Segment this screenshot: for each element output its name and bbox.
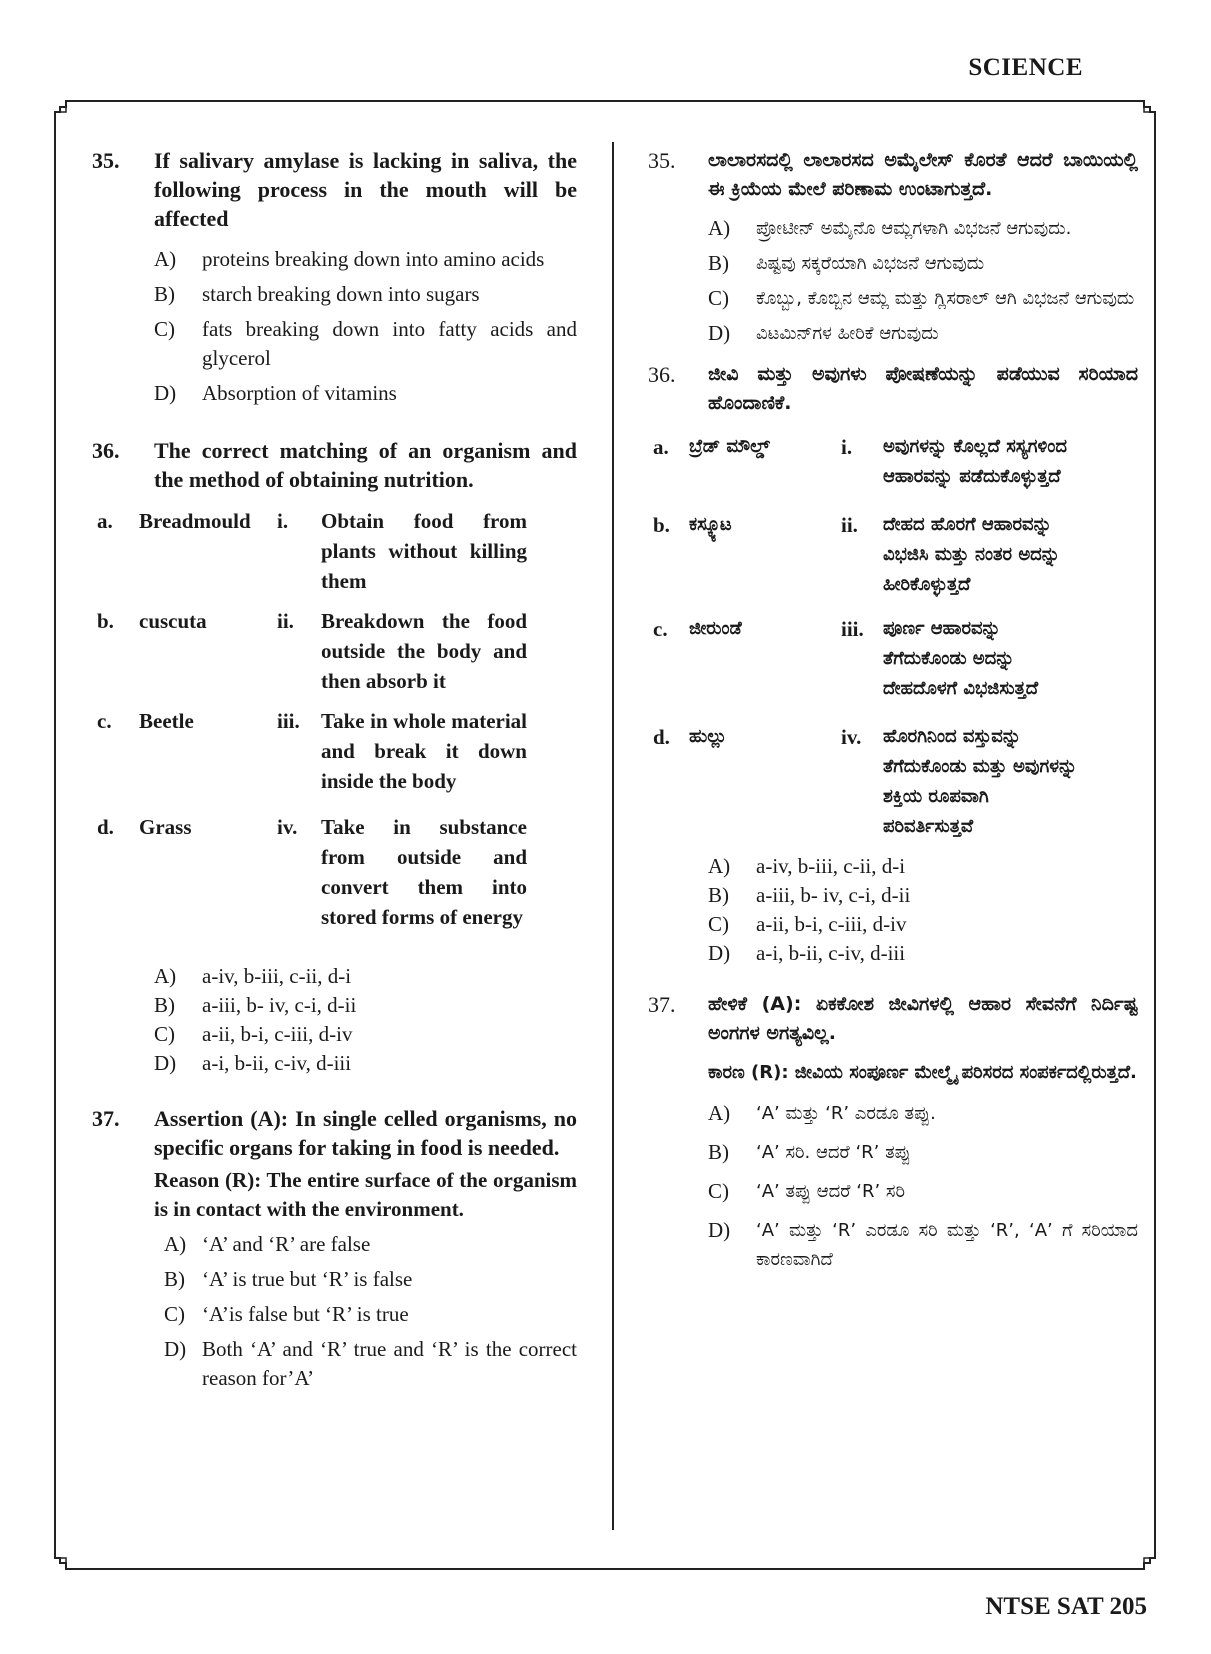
match-table [92, 506, 577, 932]
page-footer: NTSE SAT 205 [985, 1593, 1147, 1620]
option-c: C) a-ii, b-i, c-iii, d-iv [154, 1022, 353, 1046]
question-35-en [92, 146, 577, 408]
question-36-en [92, 436, 577, 1078]
question-37-kn [648, 990, 1138, 1274]
column-divider [612, 142, 614, 1530]
option-c: C) ‘A’is false but ‘R’ is true [164, 1302, 409, 1326]
question-number: 37. [92, 1106, 120, 1131]
option-b: B) starch breaking down into sugars [154, 282, 480, 306]
question-number: 37. [648, 992, 676, 1017]
option-a: A) proteins breaking down into amino acids [154, 247, 545, 271]
option-a: A) a-iv, b-iii, c-ii, d-i [708, 854, 906, 878]
match-row: c. Beetle iii. Take in whole material and break it down inside the body [97, 709, 527, 793]
question-37-en [92, 1104, 577, 1393]
match-row: a. Breadmould i. Obtain food from plants without killing them [97, 509, 527, 593]
match-row: d. ಹುಲ್ಲು iv. ಹೊರಗಿನಿಂದ ವಸ್ತುವನ್ನು ತೆಗೆದುಕೊಂಡು ಮತ್ತು ಅವುಗಳನ್ನು ಶಕ್ತಿಯ ರೂಪವಾಗಿ ಪರಿವರ್ತಿಸುತ್ತವೆ [653, 725, 1078, 837]
option-b: B) ‘A’ ಸರಿ. ಆದರೆ ‘R’ ತಪ್ಪು [708, 1140, 911, 1164]
option-d: D) a-i, b-ii, c-iv, d-iii [708, 941, 906, 965]
reason-text: Reason (R): The entire surface of the organism is in contact with the environment. [154, 1168, 577, 1221]
english-column [92, 146, 577, 1399]
question-text: ಜೀವಿ ಮತ್ತು ಅವುಗಳು ಪೋಷಣೆಯನ್ನು ಪಡೆಯುವ ಸರಿಯಾದ ಹೊಂದಾಣಿಕೆ. [708, 363, 1138, 414]
option-b: B) ಪಿಷ್ಟವು ಸಕ್ಕರೆಯಾಗಿ ವಿಭಜನೆ ಆಗುವುದು [708, 251, 985, 275]
question-number: 35. [648, 148, 676, 173]
option-c: C) a-ii, b-i, c-iii, d-iv [708, 912, 907, 936]
option-d: D) ವಿಟಮಿನ್‌ಗಳ ಹೀರಿಕೆ ಆಗುವುದು [708, 321, 939, 345]
option-d: D) a-i, b-ii, c-iv, d-iii [154, 1051, 352, 1075]
option-a: A) ಪ್ರೋಟೀನ್ ಅಮೈನೊ ಆಮ್ಲಗಳಾಗಿ ವಿಭಜನೆ ಆಗುವುದು. [708, 216, 1072, 240]
option-c: C) ‘A’ ತಪ್ಪು ಆದರೆ ‘R’ ಸರಿ [708, 1179, 905, 1203]
option-a: A) ‘A’ and ‘R’ are false [164, 1232, 371, 1256]
question-text: Assertion (A): In single celled organisms, no specific organs for taking in food is needed. [154, 1106, 577, 1160]
option-a: A) ‘A’ ಮತ್ತು ‘R’ ಎರಡೂ ತಪ್ಪು. [708, 1101, 936, 1125]
option-c: C) ಕೊಬ್ಬು, ಕೊಬ್ಬಿನ ಆಮ್ಲ ಮತ್ತು ಗ್ಲಿಸರಾಲ್ ಆಗಿ ವಿಭಜನೆ ಆಗುವುದು [708, 286, 1135, 310]
question-text: If salivary amylase is lacking in saliva, the following process in the mouth will be affected [154, 148, 577, 231]
option-c: C) fats breaking down into fatty acids and glycerol [154, 317, 577, 370]
match-row: b. cuscuta ii. Breakdown the food outside the body and then absorb it [97, 609, 527, 693]
corner-ornament-icon [54, 100, 76, 122]
option-b: B) ‘A’ is true but ‘R’ is false [164, 1267, 413, 1291]
option-d: D) ‘A’ ಮತ್ತು ‘R’ ಎರಡೂ ಸರಿ ಮತ್ತು ‘R’, ‘A’ ಗೆ ಸರಿಯಾದ ಕಾರಣವಾಗಿದೆ [708, 1218, 1138, 1270]
kannada-column [648, 146, 1138, 1280]
subject-header: SCIENCE [968, 54, 1083, 81]
match-row: c. ಜೀರುಂಡೆ iii. ಪೂರ್ಣ ಆಹಾರವನ್ನು ತೆಗೆದುಕೊಂಡು ಅದನ್ನು ದೇಹದೊಳಗೆ ವಿಭಜಿಸುತ್ತದೆ [653, 617, 1039, 699]
option-d: D) Both ‘A’ and ‘R’ true and ‘R’ is the correct reason for’A’ [164, 1337, 577, 1390]
corner-ornament-icon [54, 1548, 76, 1570]
option-a: A) a-iv, b-iii, c-ii, d-i [154, 964, 352, 988]
corner-ornament-icon [1134, 1548, 1156, 1570]
match-table [648, 432, 1138, 842]
question-text: ಹೇಳಿಕೆ (A): ಏಕಕೋಶ ಜೀವಿಗಳಲ್ಲಿ ಆಹಾರ ಸೇವನೆಗೆ ನಿರ್ದಿಷ್ಟ ಅಂಗಗಳ ಅಗತ್ಯವಿಲ್ಲ. [708, 993, 1138, 1044]
option-b: B) a-iii, b- iv, c-i, d-ii [154, 993, 357, 1017]
question-36-kn [648, 360, 1138, 968]
question-text: The correct matching of an organism and the method of obtaining nutrition. [154, 438, 577, 492]
match-row: d. Grass iv. Take in substance from outside and convert them into stored forms of energy [97, 815, 527, 929]
match-row: b. ಕಸ್ಕ್ಯೂಟ ii. ದೇಹದ ಹೊರಗೆ ಆಹಾರವನ್ನು ವಿಭಜಿಸಿ ಮತ್ತು ನಂತರ ಅದನ್ನು ಹೀರಿಕೊಳ್ಳುತ್ತದೆ [653, 513, 1060, 595]
option-d: D) Absorption of vitamins [154, 381, 397, 405]
reason-text: ಕಾರಣ (R): ಜೀವಿಯ ಸಂಪೂರ್ಣ ಮೇಲ್ಮೈ ಪರಿಸರದ ಸಂಪರ್ಕದಲ್ಲಿರುತ್ತದೆ. [708, 1062, 1137, 1083]
match-row: a. ಬ್ರೆಡ್ ಮೌಲ್ಡ್ i. ಅವುಗಳನ್ನು ಕೊಲ್ಲದೆ ಸಸ್ಯಗಳಿಂದ ಆಹಾರವನ್ನು ಪಡೆದುಕೊಳ್ಳುತ್ತದೆ [653, 435, 1067, 487]
corner-ornament-icon [1134, 100, 1156, 122]
question-35-kn [648, 146, 1138, 348]
question-number: 36. [648, 362, 676, 387]
question-number: 35. [92, 148, 120, 173]
question-text: ಲಾಲಾರಸದಲ್ಲಿ ಲಾಲಾರಸದ ಅಮೈಲೇಸ್ ಕೊರತೆ ಆದರೆ ಬಾಯಿಯಲ್ಲಿ ಈ ಕ್ರಿಯೆಯ ಮೇಲೆ ಪರಿಣಾಮ ಉಂಟಾಗುತ್ತದೆ. [708, 149, 1138, 200]
option-b: B) a-iii, b- iv, c-i, d-ii [708, 883, 911, 907]
question-number: 36. [92, 438, 120, 463]
